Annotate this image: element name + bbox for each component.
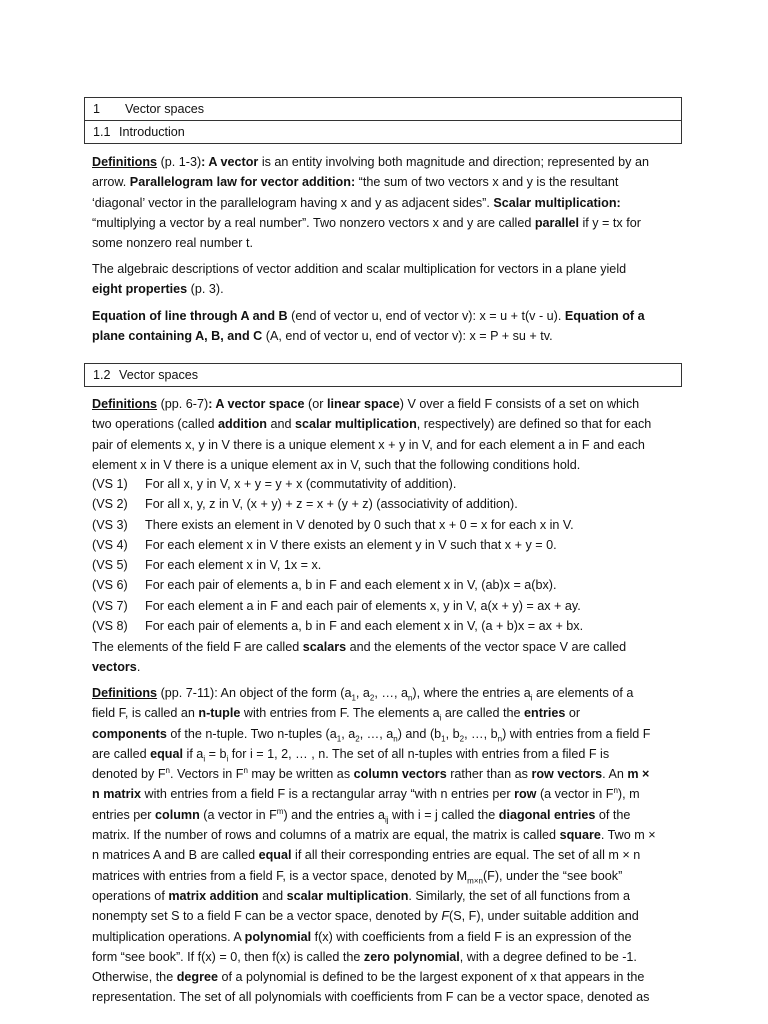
- axiom-item: (VS 5) For each element x in V, 1x = x.: [92, 558, 322, 573]
- section-heading: [84, 97, 682, 121]
- axiom-item: (VS 6) For each pair of elements a, b in F and each element x in V, (ab)x = a(bx).: [92, 578, 557, 593]
- axiom-item: (VS 2) For all x, y, z in V, (x + y) + z = x + (y + z) (associativity of addition).: [92, 497, 518, 512]
- subsection-heading-vector-spaces: [84, 363, 682, 387]
- axiom-item: (VS 3) There exists an element in V denoted by 0 such that x + 0 = x for each x in V.: [92, 517, 574, 532]
- subsection-title: Vector spaces: [119, 368, 199, 382]
- paragraph-line-plane-equations: Equation of line through A and B (end of vector u, end of vector v): x = u + t(v - u). Equation of a plane containing A, B, and C (A, end of vector u, end of vector v): x = P + su + tv.: [92, 309, 645, 344]
- section-number: 1: [93, 102, 101, 116]
- subsection-number: 1.2: [93, 368, 111, 382]
- section-title: Vector spaces: [125, 102, 205, 116]
- subsection-heading-introduction: [84, 120, 682, 144]
- subsection-title: Introduction: [119, 125, 185, 139]
- paragraph-eight-properties: The algebraic descriptions of vector addition and scalar multiplication for vectors in a plane yield eight properties (p. 3).: [92, 262, 627, 297]
- axiom-list: [92, 474, 658, 636]
- paragraph-scalars-vectors: The elements of the field F are called scalars and the elements of the vector space V are called vectors.: [92, 640, 627, 675]
- axiom-item: (VS 4) For each element x in V there exists an element y in V such that x + y = 0.: [92, 537, 557, 552]
- paragraph-definitions-vector: Definitions (p. 1-3): A vector is an entity involving both magnitude and direction; represented by an arrow. Parallelogram law for vector addition: “the sum of two vectors x and y is the resultant ‘diagonal’ vector in the parallelogram having x and y as adjacent sides”. Scalar multiplication: “multiplying a vector by a real number”. Two nonzero vectors x and y are called parallel if y = tx for some nonzero real number t.: [92, 155, 649, 251]
- axiom-item: (VS 1) For all x, y in V, x + y = y + x (commutativity of addition).: [92, 477, 457, 491]
- paragraph-definitions-n-tuple: Definitions (pp. 7-11): An object of the form ($a_1$, $a_2$, …, $a_n$), where the entries $a_i$ are elements of a field F, is called an n-tuple with entries from F. The elements $a_i$ are called the entries or components of the n-tuple. Two n-tuples ($a_1$, $a_2$, …, $a_n$) and ($b_1$, $b_2$, …, $b_n$) with entries from a field F are called equal if $a_i = b_i$ for i = 1, 2, … , n. The set of all n-tuples with entries from a filed F is denoted by $F^n$. Vectors in $F^n$ may be written as column vectors rather than as row vectors. An m × n matrix with entries from a field F is a rectangular array “with n entries per row (a vector in $F^n$), m entries per column (a vector in $F^m$) and the entries $a_{ij}$ with i = j called the diagonal entries of the matrix. If the number of rows and columns of a matrix are equal, the matrix is called square. Two m × n matrices A and B are called equal if all their corresponding entries are equal. The set of all m × n matrices with entries from a field F, is a vector space, denoted by $M_{m\times n}(F)$, under the “see book” operations of matrix addition and scalar multiplication. Similarly, the set of all functions from a nonempty set S to a field F can be a vector space, denoted by F(S, F), under suitable addition and multiplication operations. A polynomial f(x) with coefficients from a field F is an expression of the form “see book”. If f(x) = 0, then f(x) is called the zero polynomial, with a degree defined to be -1. Otherwise, the degree of a polynomial is defined to be the largest exponent of x that appears in the representation. The set of all polynomials with coefficients from F can be a vector space, denoted as: [92, 686, 656, 1005]
- axiom-item: (VS 8) For each pair of elements a, b in F and each element x in V, (a + b)x = ax + bx.: [92, 619, 584, 634]
- subsection-number: 1.1: [93, 125, 111, 139]
- axiom-item: (VS 7) For each element a in F and each pair of elements x, y in V, a(x + y) = ax + ay.: [92, 598, 581, 613]
- paragraph-definitions-vector-space: Definitions (pp. 6-7): A vector space (or linear space) V over a field F consists of a set on which two operations (called addition and scalar multiplication, respectively) are defined so that for each pair of elements x, y in V there is a unique element x + y in V, and for each element a in F and each element x in V there is a unique element ax in V, such that the following conditions hold.: [92, 397, 652, 472]
